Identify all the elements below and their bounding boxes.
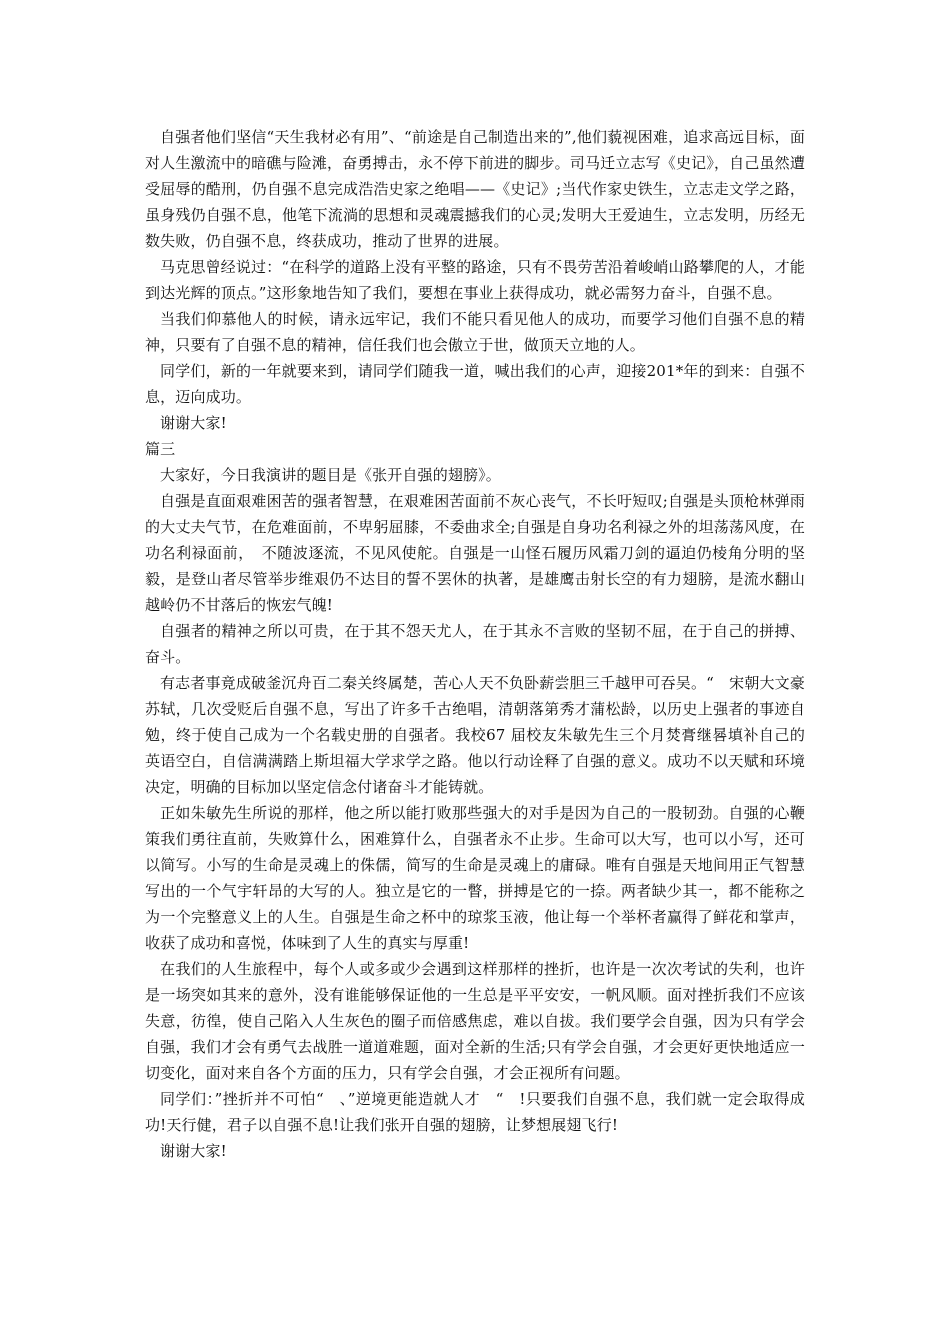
section-heading: 篇三 — [145, 440, 176, 458]
paragraph: 自强者他们坚信“天生我材必有用”、“前途是自己制造出来的”,他们藐视困难，追求高远目标，面对人生激流中的暗礁与险滩，奋勇搏击，永不停下前进的脚步。司马迁立志写《史记》，自己虽然遭受屈辱的酷刑，仍自强不息完成浩浩史家之绝唱——《史记》;当代作家史铁生，立志走文学之路，虽身残仍自强不息，他笔下流淌的思想和灵魂震撼我们的心灵;发明大王爱迪生，立志发明，历经无数失败，仍自强不息，终获成功，推动了世界的进展。 — [145, 128, 805, 250]
paragraph: 当我们仰慕他人的时候，请永远牢记，我们不能只看见他人的成功，而要学习他们自强不息的精神，只要有了自强不息的精神，信任我们也会傲立于世，做顶天立地的人。 — [145, 310, 805, 354]
paragraph: 同学们，新的一年就要来到，请同学们随我一道，喊出我们的心声，迎接201*年的到来：自强不息，迈向成功。 — [145, 362, 805, 406]
paragraph: 正如朱敏先生所说的那样，他之所以能打败那些强大的对手是因为自己的一股韧劲。自强的心鞭策我们勇往直前，失败算什么，困难算什么，自强者永不止步。生命可以大写，也可以小写，还可以简写。小写的生命是灵魂上的侏儒，简写的生命是灵魂上的庸碌。唯有自强是天地间用正气智慧写出的一个气宇轩昂的大写的人。独立是它的一瞥，拼搏是它的一捺。两者缺少其一，都不能称之为一个完整意义上的人生。自强是生命之杯中的琼浆玉液，他让每一个举杯者赢得了鲜花和掌声，收获了成功和喜悦，体味到了人生的真实与厚重! — [145, 804, 805, 952]
paragraph: 在我们的人生旅程中，每个人或多或少会遇到这样那样的挫折，也许是一次次考试的失利，也许是一场突如其来的意外，没有谁能够保证他的一生总是平平安安，一帆风顺。面对挫折我们不应该失意，彷徨，使自己陷入人生灰色的圈子而倍感焦虑，难以自拔。我们要学会自强，因为只有学会自强，我们才会有勇气去战胜一道道难题，面对全新的生活;只有学会自强，才会更好更快地适应一切变化，面对来自各个方面的压力，只有学会自强，才会正视所有问题。 — [145, 960, 805, 1082]
paragraph: 同学们：”挫折并不可怕“ 、”逆境更能造就人才 “ !只要我们自强不息，我们就一定会取得成功!天行健，君子以自强不息!让我们张开自强的翅膀，让梦想展翅飞行! — [145, 1090, 805, 1134]
paragraph: 自强者的精神之所以可贵，在于其不怨天尤人，在于其永不言败的坚韧不屈，在于自己的拼搏、奋斗。 — [145, 622, 805, 666]
paragraph: 自强是直面艰难困苦的强者智慧，在艰难困苦面前不灰心丧气，不长吁短叹;自强是头顶枪林弹雨的大丈夫气节，在危难面前，不卑躬屈膝，不委曲求全;自强是自身功名利禄之外的坦荡荡风度，在功名利禄面前， 不随波逐流，不见风使舵。自强是一山怪石履历风霜刀剑的逼迫仍棱角分明的坚毅，是登山者尽管举步维艰仍不达目的誓不罢休的执著，是雄鹰击射长空的有力翅膀，是流水翻山越岭仍不甘落后的恢宏气魄! — [145, 492, 805, 614]
document-page — [145, 124, 805, 1164]
paragraph: 马克思曾经说过：“在科学的道路上没有平整的路途，只有不畏劳苦沿着峻峭山路攀爬的人，才能到达光辉的顶点。”这形象地告知了我们，要想在事业上获得成功，就必需努力奋斗，自强不息。 — [145, 258, 805, 302]
closing-line: 谢谢大家! — [160, 1142, 227, 1160]
closing-line: 谢谢大家! — [160, 414, 227, 432]
paragraph: 有志者事竟成破釜沉舟百二秦关终属楚，苦心人天不负卧薪尝胆三千越甲可吞吴。“ 宋朝大文豪苏轼，几次受贬后自强不息，写出了许多千古绝唱，清朝落第秀才蒲松龄，以历史上强者的事迹自勉，终于使自己成为一个名载史册的自强者。我校67 届校友朱敏先生三个月焚膏继晷填补自己的英语空白，自信满满踏上斯坦福大学求学之路。他以行动诠释了自强的意义。成功不以天赋和环境决定，明确的目标加以坚定信念付诸奋斗才能铸就。 — [145, 674, 805, 796]
paragraph: 大家好，今日我演讲的题目是《张开自强的翅膀》。 — [160, 466, 501, 484]
